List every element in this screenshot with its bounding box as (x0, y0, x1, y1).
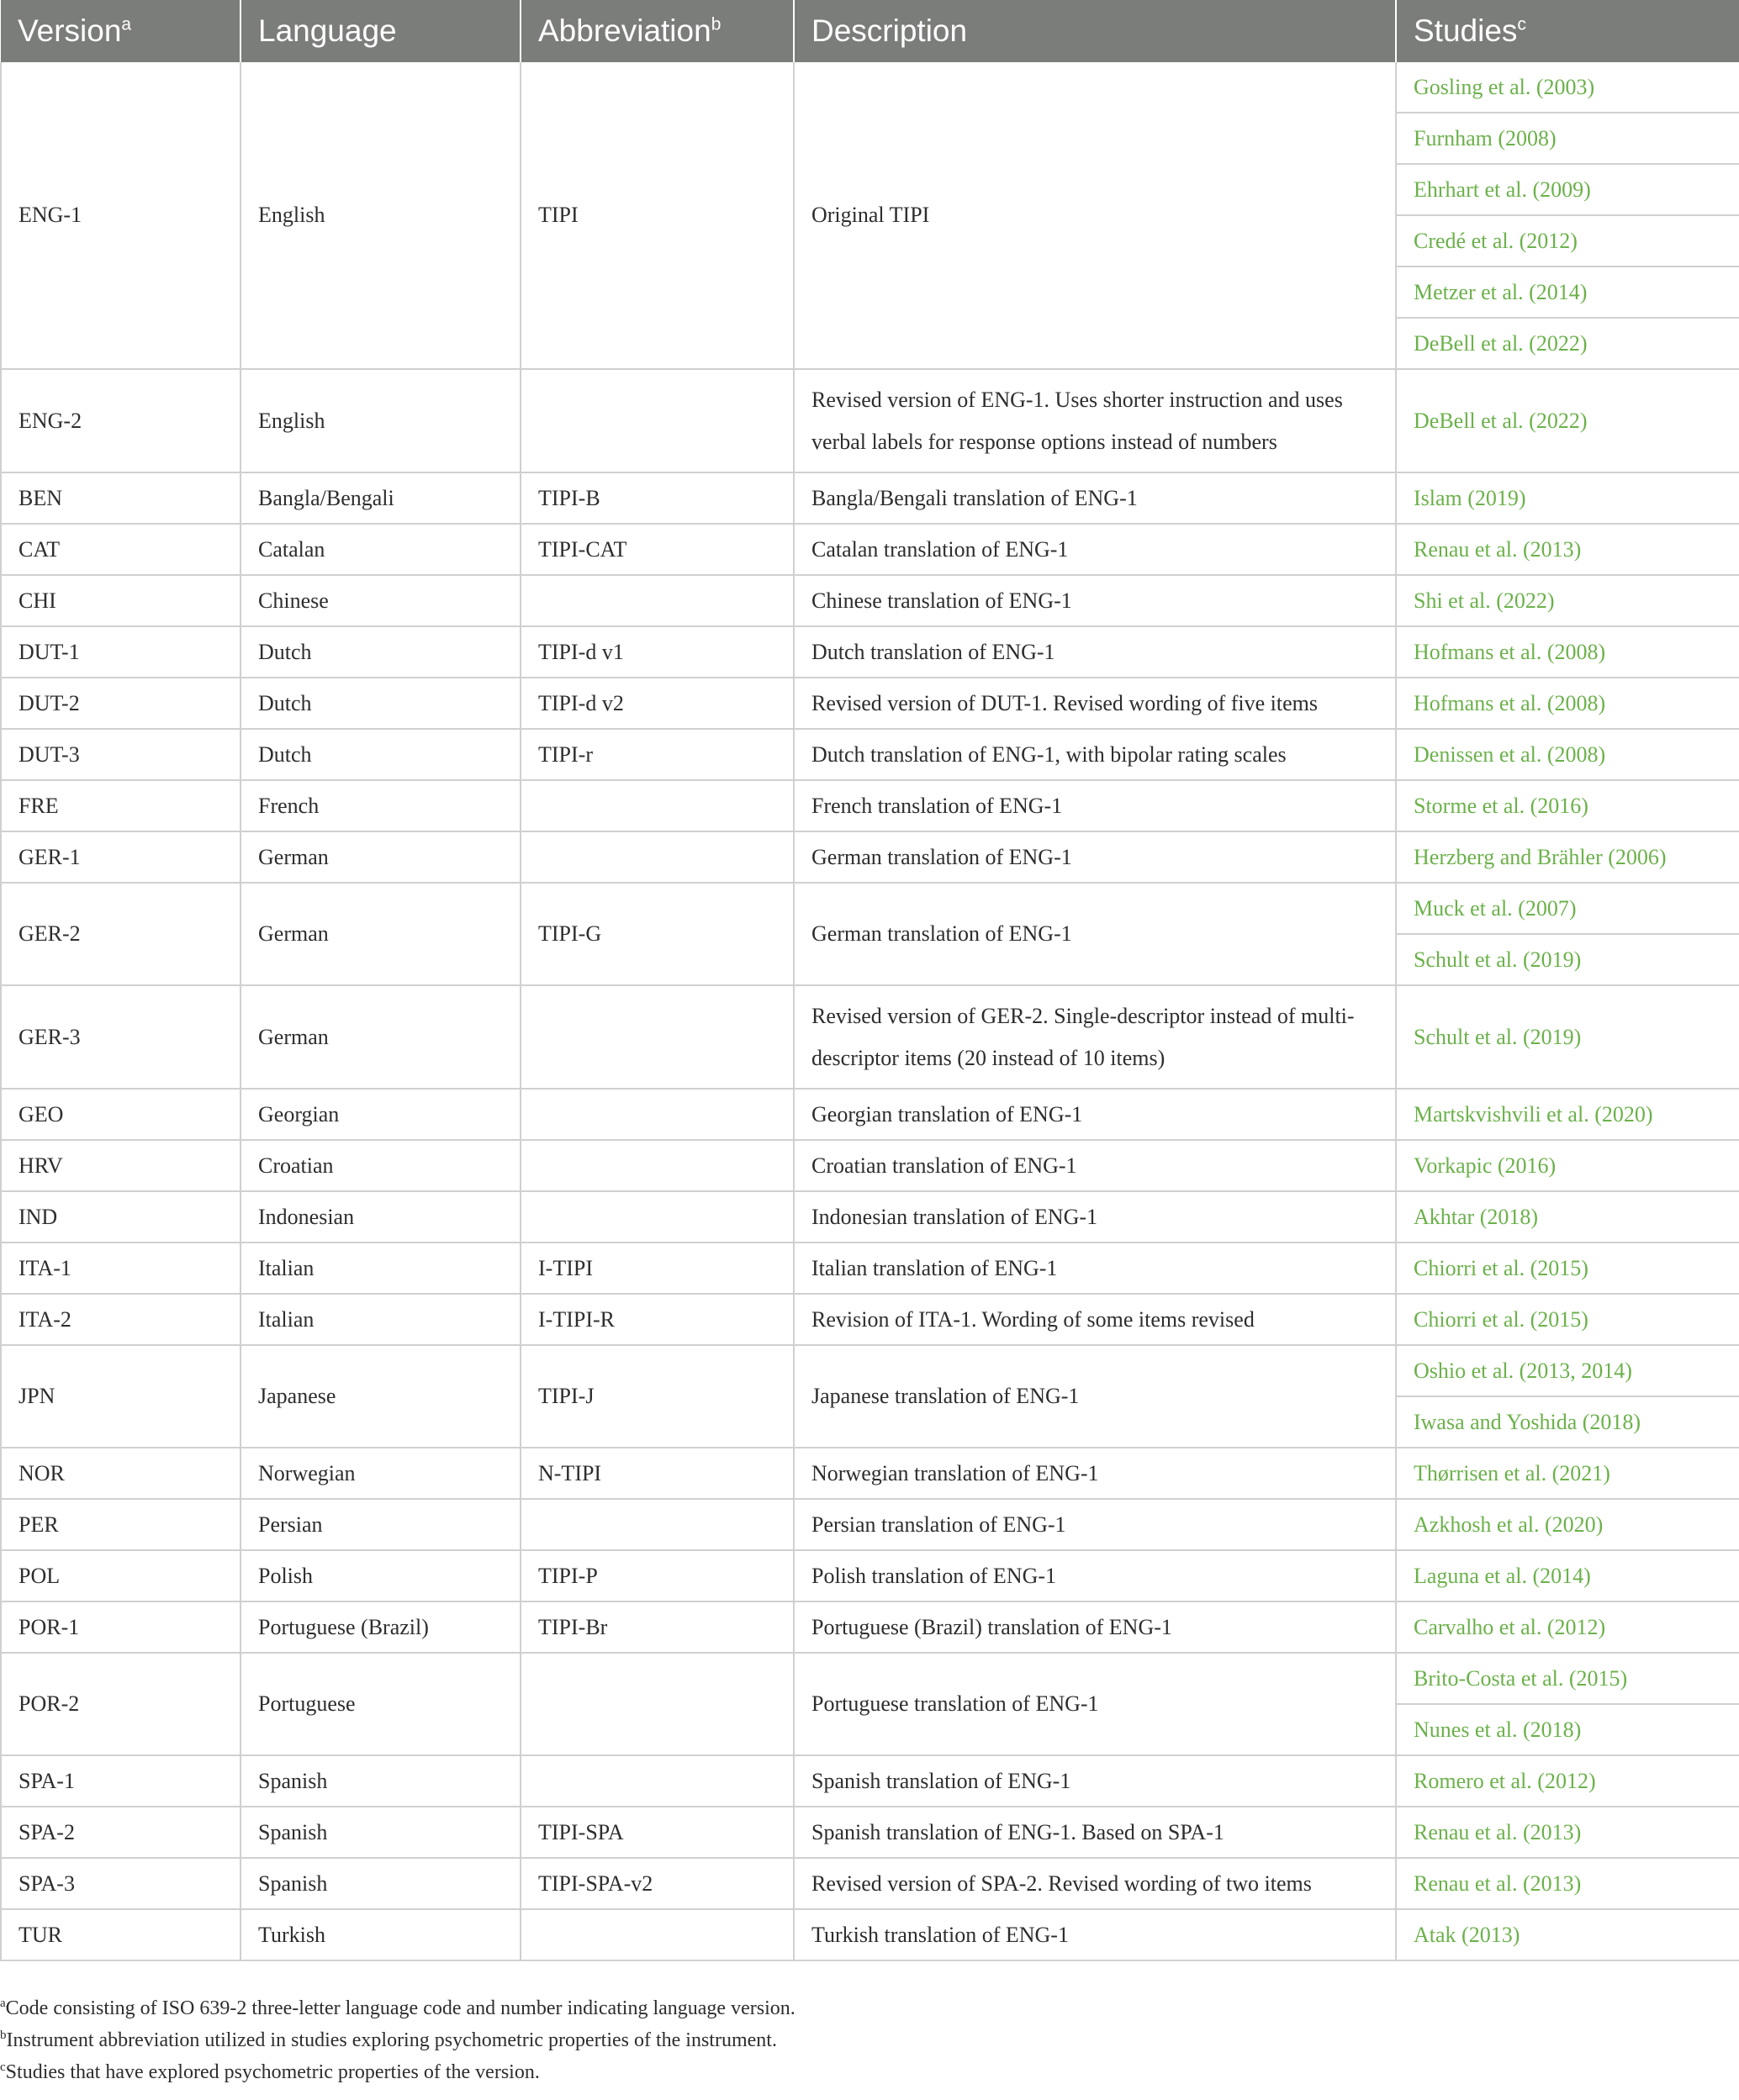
language-cell: Dutch (240, 729, 521, 780)
abbreviation-cell (521, 780, 794, 831)
study-link[interactable]: Nunes et al. (2018) (1414, 1717, 1582, 1742)
language-cell: Dutch (240, 678, 521, 729)
version-cell: FRE (1, 780, 240, 831)
studies-cell (1396, 780, 1739, 831)
studies-cell (1396, 62, 1739, 369)
description-cell: Revised version of GER-2. Single-descriptor instead of multi-descriptor items (20 instead of 10 items) (794, 985, 1396, 1089)
table-header-row (1, 0, 1739, 62)
version-cell: POL (1, 1550, 240, 1601)
description-cell: Italian translation of ENG-1 (794, 1243, 1396, 1294)
column-header-version: Version$^a$ (1, 0, 240, 62)
study-link[interactable]: Atak (2013) (1414, 1923, 1520, 1947)
studies-cell (1396, 831, 1739, 883)
abbreviation-cell (521, 369, 794, 472)
abbreviation-cell (521, 1089, 794, 1140)
footnote: $^c$Studies that have explored psychometric properties of the version. (0, 2060, 540, 2083)
table-row (1, 1345, 1739, 1448)
description-cell: Catalan translation of ENG-1 (794, 524, 1396, 575)
version-cell: GEO (1, 1089, 240, 1140)
language-cell: Bangla/Bengali (240, 472, 521, 524)
study-link[interactable]: Gosling et al. (2003) (1397, 62, 1739, 113)
version-cell: IND (1, 1191, 240, 1243)
description-cell: Portuguese (Brazil) translation of ENG-1 (794, 1601, 1396, 1653)
studies-cell (1396, 1601, 1739, 1653)
study-link[interactable]: Hofmans et al. (2008) (1414, 691, 1606, 715)
language-cell: Italian (240, 1294, 521, 1345)
language-cell: German (240, 883, 521, 985)
language-cell: Spanish (240, 1807, 521, 1858)
version-cell: HRV (1, 1140, 240, 1191)
abbreviation-cell: N-TIPI (521, 1448, 794, 1499)
description-cell: Croatian translation of ENG-1 (794, 1140, 1396, 1191)
abbreviation-cell (521, 1499, 794, 1550)
studies-cell (1396, 1909, 1739, 1960)
study-link[interactable]: Metzer et al. (2014) (1397, 267, 1739, 319)
description-cell: Spanish translation of ENG-1 (794, 1755, 1396, 1807)
version-cell: NOR (1, 1448, 240, 1499)
table-row (1, 369, 1739, 472)
studies-cell (1396, 524, 1739, 575)
description-cell: German translation of ENG-1 (794, 883, 1396, 985)
table-footnotes (0, 1992, 1739, 2088)
description-cell: German translation of ENG-1 (794, 831, 1396, 883)
abbreviation-cell (521, 1909, 794, 1960)
study-link[interactable]: Storme et al. (2016) (1414, 794, 1588, 818)
version-cell: GER-1 (1, 831, 240, 883)
version-cell: CAT (1, 524, 240, 575)
abbreviation-cell: TIPI (521, 62, 794, 369)
abbreviation-cell: TIPI-B (521, 472, 794, 524)
description-cell: Revised version of SPA-2. Revised wording of two items (794, 1858, 1396, 1909)
version-cell: ENG-2 (1, 369, 240, 472)
table-row (1, 1089, 1739, 1140)
description-cell: French translation of ENG-1 (794, 780, 1396, 831)
studies-cell (1396, 1807, 1739, 1858)
studies-cell (1396, 1755, 1739, 1807)
language-cell: Chinese (240, 575, 521, 626)
table-row (1, 883, 1739, 985)
language-cell: German (240, 831, 521, 883)
table-row (1, 1653, 1739, 1755)
study-link[interactable]: Akhtar (2018) (1414, 1205, 1539, 1229)
language-cell: Catalan (240, 524, 521, 575)
table-row (1, 1140, 1739, 1191)
table-row (1, 1858, 1739, 1909)
description-cell: Original TIPI (794, 62, 1396, 369)
table-row (1, 626, 1739, 678)
study-link[interactable]: Herzberg and Brähler (2006) (1414, 845, 1667, 869)
table-row (1, 1601, 1739, 1653)
studies-cell (1396, 1294, 1739, 1345)
study-link[interactable]: Schult et al. (2019) (1414, 1025, 1582, 1049)
studies-cell (1396, 1089, 1739, 1140)
column-header-abbreviation: Abbreviation$^b$ (521, 0, 794, 62)
description-cell: Portuguese translation of ENG-1 (794, 1653, 1396, 1755)
studies-cell (1396, 1448, 1739, 1499)
abbreviation-cell: I-TIPI (521, 1243, 794, 1294)
version-cell: CHI (1, 575, 240, 626)
language-cell: Persian (240, 1499, 521, 1550)
table-row (1, 678, 1739, 729)
table-row (1, 1191, 1739, 1243)
description-cell: Revision of ITA-1. Wording of some items revised (794, 1294, 1396, 1345)
description-cell: Revised version of ENG-1. Uses shorter instruction and uses verbal labels for response options instead of numbers (794, 369, 1396, 472)
studies-cell (1396, 883, 1739, 985)
version-cell: GER-3 (1, 985, 240, 1089)
version-cell: SPA-1 (1, 1755, 240, 1807)
study-link[interactable]: Islam (2019) (1414, 486, 1526, 510)
table-row (1, 1448, 1739, 1499)
study-link[interactable]: Brito-Costa et al. (2015) (1397, 1654, 1739, 1705)
study-link[interactable]: Chiorri et al. (2015) (1414, 1256, 1588, 1280)
description-cell: Japanese translation of ENG-1 (794, 1345, 1396, 1448)
description-cell: Norwegian translation of ENG-1 (794, 1448, 1396, 1499)
language-cell: Spanish (240, 1755, 521, 1807)
description-cell: Georgian translation of ENG-1 (794, 1089, 1396, 1140)
studies-cell (1396, 1499, 1739, 1550)
version-cell: POR-2 (1, 1653, 240, 1755)
studies-cell (1396, 369, 1739, 472)
study-link[interactable]: Martskvishvili et al. (2020) (1414, 1102, 1653, 1127)
version-cell: JPN (1, 1345, 240, 1448)
language-cell: Dutch (240, 626, 521, 678)
language-cell: Italian (240, 1243, 521, 1294)
version-cell: BEN (1, 472, 240, 524)
study-link[interactable]: Ehrhart et al. (2009) (1397, 165, 1739, 216)
language-cell: English (240, 62, 521, 369)
studies-cell (1396, 1653, 1739, 1755)
table-row (1, 1909, 1739, 1960)
language-cell: Polish (240, 1550, 521, 1601)
table-row (1, 575, 1739, 626)
study-link[interactable]: Iwasa and Yoshida (2018) (1414, 1410, 1641, 1434)
table-row (1, 1550, 1739, 1601)
language-cell: Norwegian (240, 1448, 521, 1499)
footnote: $^a$Code consisting of ISO 639-2 three-letter language code and number indicating language version. (0, 1997, 796, 2019)
language-cell: Croatian (240, 1140, 521, 1191)
table-row (1, 1807, 1739, 1858)
column-header-description: Description (794, 0, 1396, 62)
description-cell: Revised version of DUT-1. Revised wording of five items (794, 678, 1396, 729)
studies-cell (1396, 472, 1739, 524)
studies-cell (1396, 1550, 1739, 1601)
abbreviation-cell (521, 1755, 794, 1807)
study-link[interactable]: Azkhosh et al. (2020) (1414, 1512, 1604, 1537)
study-link[interactable]: Renau et al. (2013) (1414, 1820, 1582, 1844)
abbreviation-cell (521, 1191, 794, 1243)
description-cell: Bangla/Bengali translation of ENG-1 (794, 472, 1396, 524)
table-row (1, 1243, 1739, 1294)
language-cell: English (240, 369, 521, 472)
study-link[interactable]: Denissen et al. (2008) (1414, 742, 1606, 767)
study-link[interactable]: Laguna et al. (2014) (1414, 1564, 1591, 1588)
abbreviation-cell: TIPI-d v2 (521, 678, 794, 729)
table-row (1, 524, 1739, 575)
language-cell: Georgian (240, 1089, 521, 1140)
study-link[interactable]: DeBell et al. (2022) (1414, 409, 1588, 433)
studies-cell (1396, 575, 1739, 626)
studies-cell (1396, 1191, 1739, 1243)
language-cell: Portuguese (Brazil) (240, 1601, 521, 1653)
study-link[interactable]: Oshio et al. (2013, 2014) (1397, 1346, 1739, 1397)
table-row (1, 472, 1739, 524)
abbreviation-cell: TIPI-P (521, 1550, 794, 1601)
study-link[interactable]: Furnham (2008) (1397, 113, 1739, 165)
studies-cell (1396, 1858, 1739, 1909)
table-row (1, 1294, 1739, 1345)
study-link[interactable]: Vorkapic (2016) (1414, 1153, 1557, 1178)
language-cell: French (240, 780, 521, 831)
study-link[interactable]: Renau et al. (2013) (1414, 537, 1582, 562)
study-link[interactable]: Muck et al. (2007) (1397, 884, 1739, 935)
study-link[interactable]: Shi et al. (2022) (1414, 588, 1555, 613)
description-cell: Dutch translation of ENG-1, with bipolar rating scales (794, 729, 1396, 780)
version-cell: GER-2 (1, 883, 240, 985)
table-row (1, 62, 1739, 369)
abbreviation-cell: TIPI-r (521, 729, 794, 780)
abbreviation-cell: TIPI-Br (521, 1601, 794, 1653)
table-row (1, 729, 1739, 780)
studies-cell (1396, 1243, 1739, 1294)
version-cell: SPA-3 (1, 1858, 240, 1909)
version-cell: ENG-1 (1, 62, 240, 369)
language-cell: German (240, 985, 521, 1089)
version-cell: ITA-1 (1, 1243, 240, 1294)
version-cell: SPA-2 (1, 1807, 240, 1858)
study-link[interactable]: Credé et al. (2012) (1397, 216, 1739, 267)
abbreviation-cell: TIPI-SPA-v2 (521, 1858, 794, 1909)
column-header-studies: Studies$^c$ (1396, 0, 1739, 62)
studies-cell (1396, 729, 1739, 780)
abbreviation-cell (521, 831, 794, 883)
table-row (1, 1499, 1739, 1550)
abbreviation-cell: TIPI-CAT (521, 524, 794, 575)
description-cell: Indonesian translation of ENG-1 (794, 1191, 1396, 1243)
abbreviation-cell: TIPI-J (521, 1345, 794, 1448)
study-link[interactable]: Renau et al. (2013) (1414, 1871, 1582, 1896)
description-cell: Chinese translation of ENG-1 (794, 575, 1396, 626)
abbreviation-cell (521, 575, 794, 626)
footnote: $^b$Instrument abbreviation utilized in studies exploring psychometric properties of the instrument. (0, 2029, 777, 2051)
studies-cell (1396, 1140, 1739, 1191)
description-cell: Turkish translation of ENG-1 (794, 1909, 1396, 1960)
abbreviation-cell: I-TIPI-R (521, 1294, 794, 1345)
language-cell: Spanish (240, 1858, 521, 1909)
table-row (1, 985, 1739, 1089)
table-body (1, 62, 1739, 1960)
description-cell: Persian translation of ENG-1 (794, 1499, 1396, 1550)
version-cell: DUT-1 (1, 626, 240, 678)
version-cell: POR-1 (1, 1601, 240, 1653)
study-link[interactable]: DeBell et al. (2022) (1414, 331, 1588, 356)
version-cell: PER (1, 1499, 240, 1550)
description-cell: Dutch translation of ENG-1 (794, 626, 1396, 678)
study-link[interactable]: Romero et al. (2012) (1414, 1769, 1596, 1793)
studies-cell (1396, 626, 1739, 678)
table-row (1, 831, 1739, 883)
language-cell: Indonesian (240, 1191, 521, 1243)
abbreviation-cell: TIPI-G (521, 883, 794, 985)
language-cell: Japanese (240, 1345, 521, 1448)
version-cell: ITA-2 (1, 1294, 240, 1345)
study-link[interactable]: Hofmans et al. (2008) (1414, 640, 1606, 664)
abbreviation-cell (521, 1653, 794, 1755)
column-header-language: Language (240, 0, 521, 62)
studies-cell (1396, 985, 1739, 1089)
version-cell: DUT-3 (1, 729, 240, 780)
studies-cell (1396, 678, 1739, 729)
language-cell: Portuguese (240, 1653, 521, 1755)
abbreviation-cell: TIPI-d v1 (521, 626, 794, 678)
abbreviation-cell (521, 1140, 794, 1191)
study-link[interactable]: Carvalho et al. (2012) (1414, 1615, 1606, 1639)
abbreviation-cell: TIPI-SPA (521, 1807, 794, 1858)
study-link[interactable]: Thørrisen et al. (2021) (1414, 1461, 1610, 1485)
language-cell: Turkish (240, 1909, 521, 1960)
study-link[interactable]: Chiorri et al. (2015) (1414, 1307, 1588, 1332)
description-cell: Polish translation of ENG-1 (794, 1550, 1396, 1601)
version-cell: TUR (1, 1909, 240, 1960)
table-row (1, 780, 1739, 831)
version-cell: DUT-2 (1, 678, 240, 729)
table-row (1, 1755, 1739, 1807)
study-link[interactable]: Schult et al. (2019) (1414, 947, 1582, 972)
studies-cell (1396, 1345, 1739, 1448)
abbreviation-cell (521, 985, 794, 1089)
description-cell: Spanish translation of ENG-1. Based on SPA-1 (794, 1807, 1396, 1858)
